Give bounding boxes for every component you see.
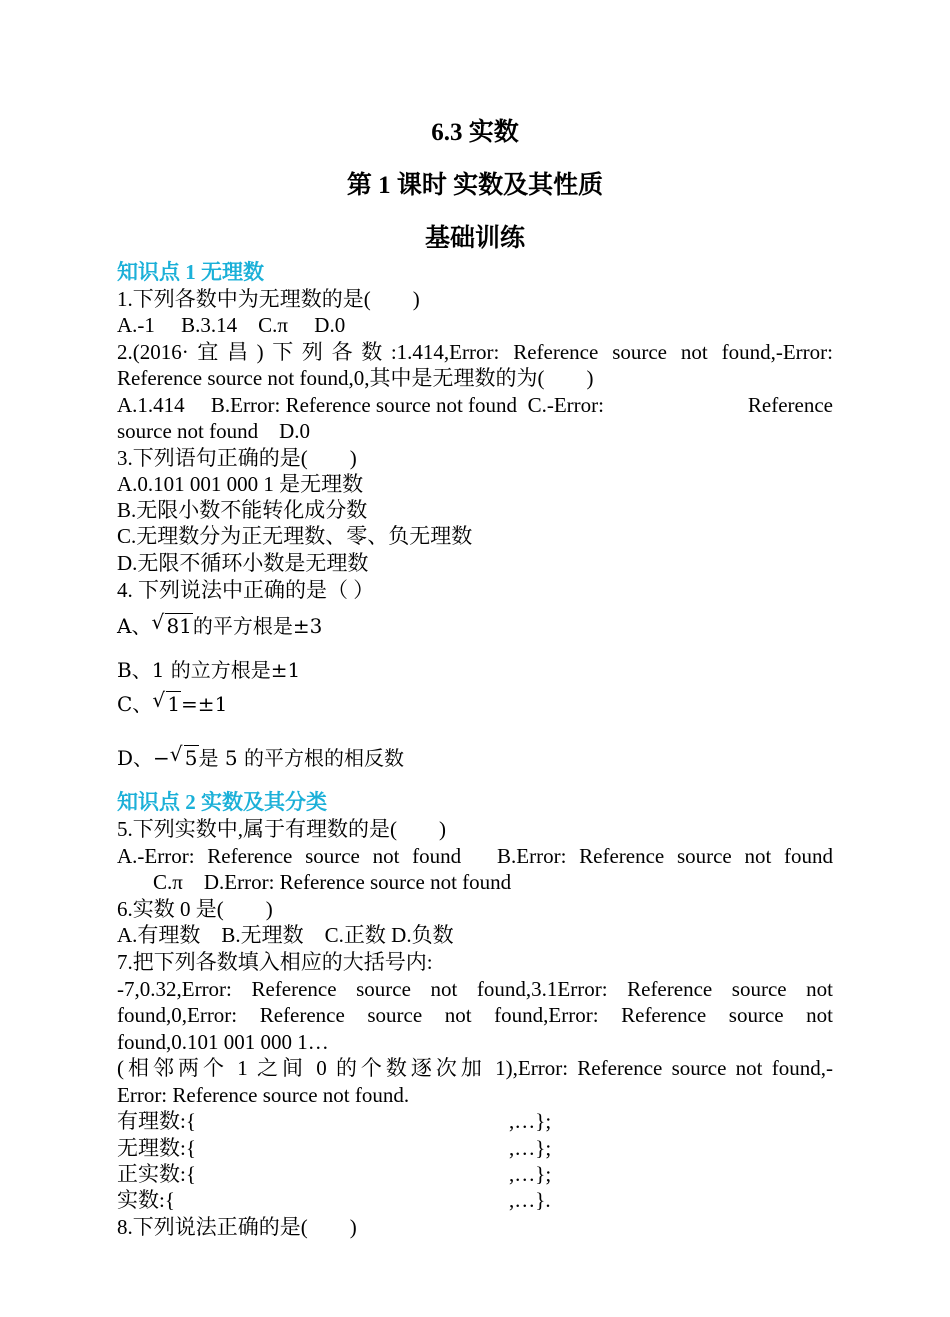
q2-option-c: C.-Error:	[527, 393, 604, 417]
fill-rational: 有理数:{ ,…};	[117, 1109, 552, 1133]
question-4-option-d: D、− √ 5是 5 的平方根的相反数	[117, 742, 404, 770]
question-3-option-a: A.0.101 001 000 1 是无理数	[117, 472, 364, 496]
sqrt-1: √ 1	[152, 688, 181, 716]
question-6-options: A.有理数 B.无理数 C.正数 D.负数	[117, 923, 454, 947]
question-2-line-1: 2.(2016·宜昌)下列各数:1.414,Error: Reference source not found,-Error:	[117, 340, 833, 364]
page-title: 6.3 实数	[431, 119, 519, 146]
sqrt-81: √ 81	[151, 610, 192, 638]
question-1-options: A.-1 B.3.14 C.π D.0	[117, 313, 346, 337]
question-7-line-2: found,0,Error: Reference source not found,Error: Reference source not	[117, 1003, 833, 1027]
question-5-options-line-1: A.-Error: Reference source not found B.Error: Reference source not found	[117, 844, 833, 868]
knowledge-point-2-heading: 知识点 2 实数及其分类	[117, 790, 327, 814]
fill-positive-real: 正实数:{ ,…};	[117, 1162, 552, 1186]
q2-option-a: A.1.414	[117, 393, 185, 417]
question-7-line-5: Error: Reference source not found.	[117, 1083, 410, 1107]
question-4-option-a: A、 √ 81的平方根是±3	[117, 610, 323, 638]
question-6: 6.实数 0 是( )	[117, 897, 273, 921]
question-7-line-3: found,0.101 001 000 1…	[117, 1030, 329, 1054]
question-4-option-b: B、1 的立方根是±1	[117, 658, 301, 682]
section-title: 基础训练	[424, 225, 525, 252]
question-2-options	[117, 392, 833, 418]
question-7-line-4: (相邻两个 1 之间 0 的个数逐次加 1),Error: Reference source not found,-	[117, 1056, 833, 1080]
q2-option-b: B.Error: Reference source not found	[210, 393, 518, 417]
question-4: 4. 下列说法中正确的是（ ）	[117, 578, 375, 602]
question-7-line-1: -7,0.32,Error: Reference source not found,3.1Error: Reference source not	[117, 977, 833, 1001]
fill-irrational: 无理数:{ ,…};	[117, 1136, 552, 1160]
question-1: 1.下列各数中为无理数的是( )	[117, 287, 420, 311]
question-3-option-c: C.无理数分为正无理数、零、负无理数	[117, 524, 473, 548]
question-8: 8.下列说法正确的是( )	[117, 1215, 357, 1239]
question-7: 7.把下列各数填入相应的大括号内:	[117, 950, 433, 974]
q2-option-c-tail: Reference	[747, 393, 833, 417]
question-3-option-b: B.无限小数不能转化成分数	[117, 498, 368, 522]
question-5: 5.下列实数中,属于有理数的是( )	[117, 817, 446, 841]
fill-real: 实数:{ ,…}.	[117, 1188, 551, 1212]
knowledge-point-1-heading: 知识点 1 无理数	[117, 260, 264, 284]
question-2-line-2: Reference source not found,0,其中是无理数的为( )	[117, 366, 594, 390]
question-4-option-c: C、 √ 1=±1	[117, 688, 228, 716]
sqrt-5: √ 5	[169, 742, 198, 770]
lesson-title: 第 1 课时 实数及其性质	[346, 172, 604, 199]
question-2-line-4: source not found D.0	[117, 419, 311, 443]
question-3: 3.下列语句正确的是( )	[117, 446, 357, 470]
question-5-options-line-2: C.π D.Error: Reference source not found	[153, 870, 512, 894]
question-3-option-d: D.无限不循环小数是无理数	[117, 551, 369, 575]
